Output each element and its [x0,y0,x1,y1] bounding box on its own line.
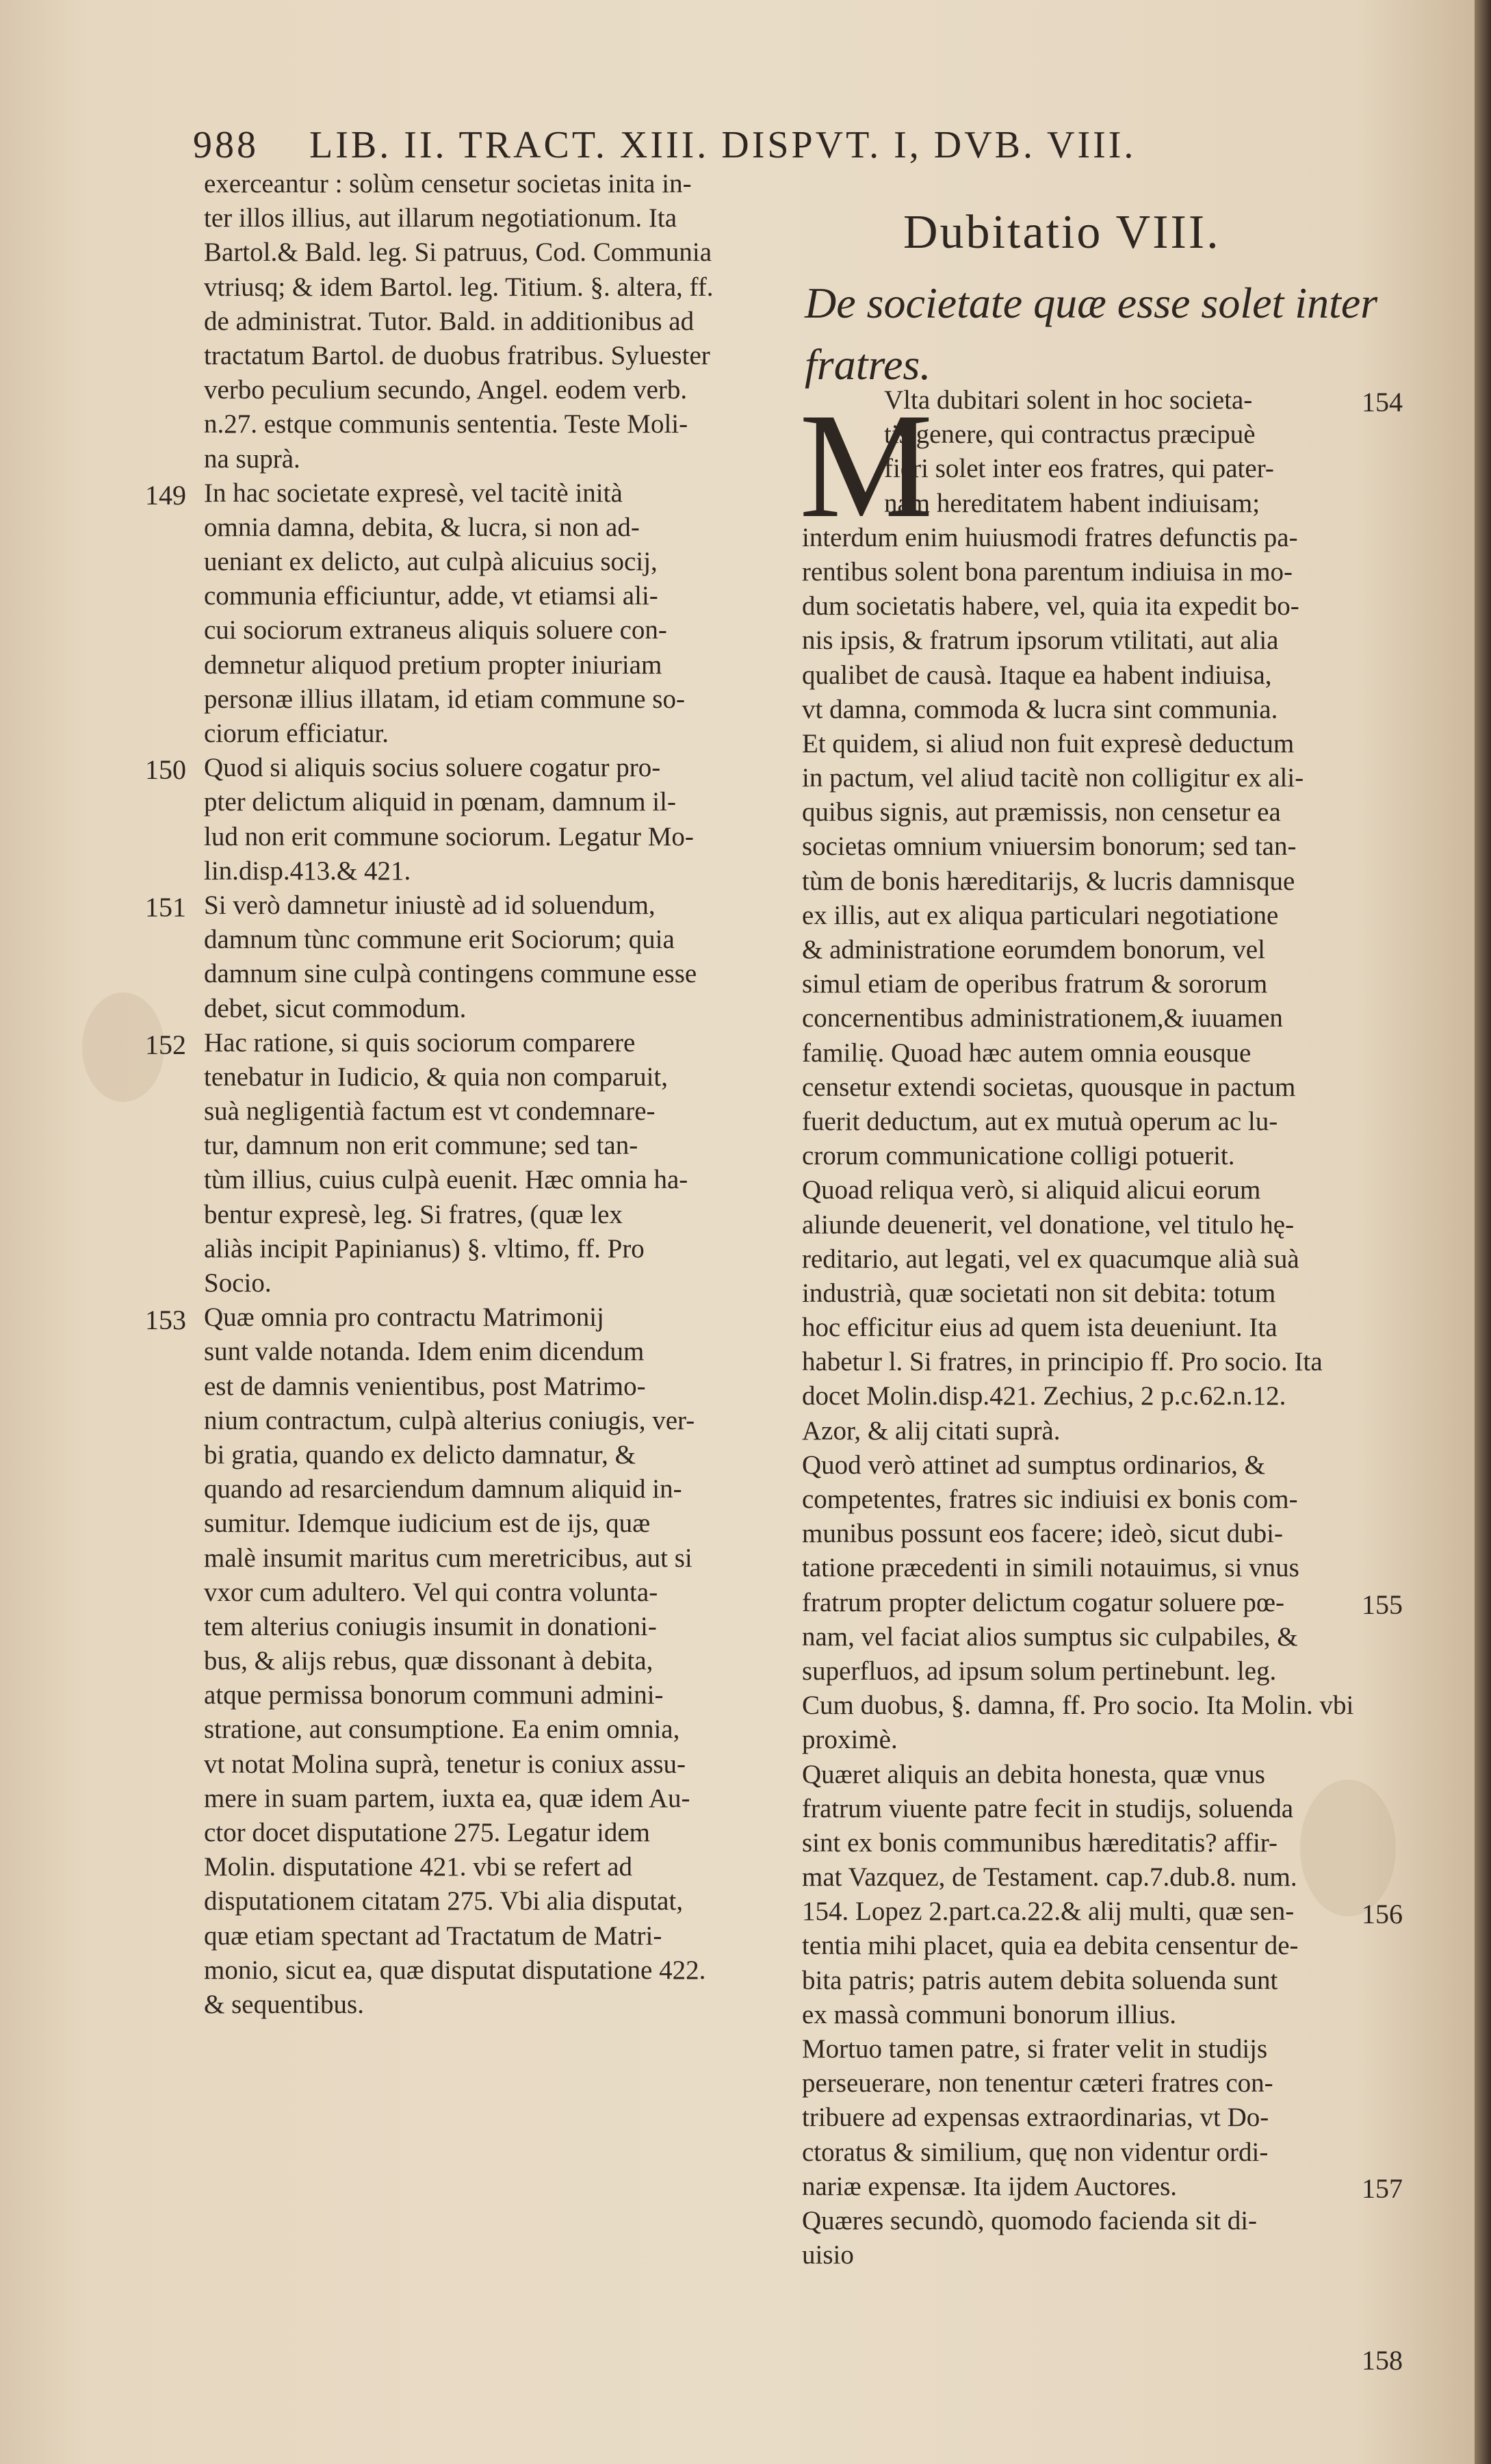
text-line: Quoad reliqua verò, si aliquid alicui eorum [802,1175,1261,1205]
text-line: censetur extendi societas, quousque in pactum [802,1072,1296,1102]
text-line: lin.disp.413.& 421. [204,856,411,886]
text-line: vt damna, commoda & lucra sint communia. [802,694,1278,724]
text-line: familię. Quoad hæc autem omnia eousque [802,1038,1252,1068]
text-line: fuerit deductum, aut ex mutuà operum ac lu- [802,1106,1278,1136]
margin-number: 150 [145,754,186,786]
margin-number: 152 [145,1029,186,1060]
text-line: qualibet de causà. Itaque ea habent indiuisa, [802,660,1272,690]
text-line: bus, & alijs rebus, quæ dissonant à debita, [204,1646,653,1676]
text-line: ex illis, aut ex aliqua particulari negotiatione [802,900,1279,930]
text-line: Si verò damnetur iniustè ad id soluendum, [204,890,656,920]
margin-number: 155 [1362,1589,1403,1620]
text-line: ter illos illius, aut illarum negotiationum. Ita [204,203,677,233]
text-line: 154. Lopez 2.part.ca.22.& alij multi, quæ sen- [802,1897,1295,1927]
text-line: Quæret aliquis an debita honesta, quæ vnus [802,1759,1265,1789]
text-line: mat Vazquez, de Testament. cap.7.dub.8. num. [802,1862,1297,1892]
text-line: cui sociorum extraneus aliquis soluere con- [204,615,667,645]
text-line: Bartol.& Bald. leg. Si patruus, Cod. Communia [204,238,712,268]
text-line: Mortuo tamen patre, si frater velit in studijs [802,2034,1268,2064]
text-line: industrià, quæ societati non sit debita: totum [802,1278,1276,1308]
text-line: Quæ omnia pro contractu Matrimonij [204,1302,604,1333]
text-line: stratione, aut consumptione. Ea enim omnia, [204,1715,680,1745]
text-line: sumitur. Idemque iudicium est de ijs, quæ [204,1509,651,1539]
text-line: n.27. estque communis sententia. Teste Moli- [204,409,688,439]
text-line: quæ etiam spectant ad Tractatum de Matri- [204,1921,662,1951]
text-line: suà negligentià factum est vt condemnare- [204,1096,656,1127]
text-line: malè insumit maritus cum meretricibus, aut si [204,1543,692,1573]
text-line: nis ipsis, & fratrum ipsorum vtilitati, aut alia [802,626,1279,656]
text-line: docet Molin.disp.421. Zechius, 2 p.c.62.n.12. [802,1381,1286,1411]
text-line: vxor cum adultero. Vel qui contra volunta- [204,1577,658,1607]
text-line: tem alterius coniugis insumit in donationi- [204,1611,657,1641]
text-line: Quæres secundò, quomodo facienda sit di- [802,2205,1258,2235]
text-line: crorum communicatione colligi potuerit. [802,1141,1235,1171]
text-line: de administrat. Tutor. Bald. in additionibus ad [204,306,695,336]
text-line: ciorum efficiatur. [204,719,389,748]
text-line: bita patris; patris autem debita soluenda sunt [802,1965,1278,1995]
text-line: concernentibus administrationem,& iuuamen [802,1003,1283,1034]
text-line: monio, sicut ea, quæ disputat disputatione 422. [204,1955,706,1985]
text-line: habetur l. Si fratres, in principio ff. Pro socio. Ita [802,1347,1323,1377]
text-line: tentia mihi placet, quia ea debita censentur de- [802,1931,1299,1961]
text-line: bi gratia, quando ex delicto damnatur, & [204,1439,636,1470]
margin-number: 153 [145,1304,186,1335]
text-line: tractatum Bartol. de duobus fratribus. Syluester [204,340,710,370]
text-line: interdum enim huiusmodi fratres defunctis pa- [802,522,1298,552]
text-line: vt notat Molina suprà, tenetur is coniux assu- [204,1749,686,1779]
text-line: Molin. disputatione 421. vbi se refert ad [204,1852,633,1882]
margin-number: 154 [1362,387,1403,418]
text-line: Et quidem, si aliud non fuit expresè deductum [802,728,1295,758]
text-line: omnia damna, debita, & lucra, si non ad- [204,512,640,542]
text-line: hoc efficitur eius ad quem ista deueniunt. Ita [802,1313,1278,1343]
text-line: uisio [802,2240,854,2270]
margin-number: 149 [145,479,186,511]
text-line: tùm de bonis hæreditarijs, & lucris damnisque [802,866,1295,896]
running-header [193,123,1219,171]
text-line: debet, sicut commodum. [204,993,467,1023]
text-line: mere in suam partem, iuxta ea, quæ idem Au- [204,1783,690,1813]
text-line: & sequentibus. [204,1989,364,2019]
text-line: aliàs incipit Papinianus) §. vltimo, ff. Pro [204,1233,645,1263]
text-line: tatione præcedenti in simili notauimus, si vnus [802,1553,1299,1583]
text-line: rentibus solent bona parentum indiuisa in mo- [802,556,1293,587]
text-line: superfluos, ad ipsum solum pertinebunt. leg. [802,1656,1277,1686]
text-line: demnetur aliquod pretium propter iniuriam [204,650,662,680]
text-line: tis genere, qui contractus præcipuè [884,420,1256,450]
drop-cap: M [799,382,933,549]
text-line: tribuere ad expensas extraordinarias, vt Do- [802,2103,1269,2133]
text-line: tenebatur in Iudicio, & quia non comparuit, [204,1062,668,1092]
text-line: exerceantur : solùm censetur societas inita in- [204,169,692,198]
text-line: ex massà communi bonorum illius. [802,1999,1177,2029]
text-line: societas omnium vniuersim bonorum; sed tan- [802,832,1297,862]
text-line: na suprà. [204,444,300,474]
text-line: munibus possunt eos facere; ideò, sicut dubi- [802,1519,1283,1549]
text-line: competentes, fratres sic indiuisi ex bonis com- [802,1485,1298,1514]
text-line: Socio. [204,1268,272,1298]
text-line: reditario, aut legati, vel ex quacumque alià suà [802,1244,1299,1274]
section-title: Dubitatio VIII. [903,206,1221,259]
margin-number: 156 [1362,1898,1403,1929]
text-line: atque permissa bonorum communi admini- [204,1680,664,1710]
text-line: Azor, & alij citati suprà. [802,1415,1061,1446]
text-line: fratrum viuente patre fecit in studijs, soluenda [802,1793,1294,1823]
text-line: Vlta dubitari solent in hoc societa- [884,385,1253,415]
text-line: damnum tùnc commune erit Sociorum; quia [204,925,675,955]
text-line: tur, damnum non erit commune; sed tan- [204,1131,638,1161]
margin-number: 157 [1362,2173,1403,2205]
text-line: vtriusq; & idem Bartol. leg. Titium. §. altera, ff. [204,272,714,302]
text-line: in pactum, vel aliud tacitè non colligitur ex ali- [802,763,1304,793]
text-line: nium contractum, culpà alterius coniugis, ver- [204,1405,695,1435]
text-line: fratrum propter delictum cogatur soluere pœ- [802,1587,1284,1617]
text-line: damnum sine culpà contingens commune esse [204,959,697,989]
right-column [802,383,1363,2272]
text-line: bentur expresè, leg. Si fratres, (quæ lex [204,1199,623,1229]
text-line: & administratione eorumdem bonorum, vel [802,935,1265,964]
margin-number: 151 [145,892,186,923]
text-line: Quod verò attinet ad sumptus ordinarios, & [802,1450,1265,1480]
text-line: nam, vel faciat alios sumptus sic culpabiles, & [802,1621,1298,1652]
text-line: disputationem citatam 275. Vbi alia disputat, [204,1886,684,1916]
text-line: fieri solet inter eos fratres, qui pater- [884,454,1274,484]
text-line: Cum duobus, §. damna, ff. Pro socio. Ita Molin. vbi [802,1691,1354,1721]
left-column [204,167,806,2022]
text-line: In hac societate expresè, vel tacitè inità [204,478,623,508]
text-line: verbo peculium secundo, Angel. eodem verb. [204,375,688,405]
text-line: aliunde deuenerit, vel donatione, vel titulo hę- [802,1209,1295,1240]
page-number: 988 [193,124,259,166]
text-line: ctoratus & similium, quę non videntur ordi- [802,2137,1269,2167]
text-line: est de damnis venientibus, post Matrimo- [204,1371,646,1401]
text-line: ctor docet disputatione 275. Legatur idem [204,1818,650,1847]
text-line: sint ex bonis communibus hæreditatis? affir- [802,1827,1278,1858]
text-line: ueniant ex delicto, aut culpà alicuius socij, [204,547,658,577]
text-line: Hac ratione, si quis sociorum comparere [204,1027,636,1057]
text-line: sunt valde notanda. Idem enim dicendum [204,1337,645,1367]
margin-number: 158 [1362,2345,1403,2376]
page-edge [1475,0,1491,2464]
text-line: nam hereditatem habent indiuisam; [884,488,1260,518]
text-line: tùm illius, cuius culpà euenit. Hæc omnia ha- [204,1165,688,1195]
text-line: communia efficiuntur, adde, vt etiamsi ali- [204,581,658,611]
opening-paragraph [802,383,1363,521]
text-line: pter delictum aliquid in pœnam, damnum il- [204,787,676,817]
running-head: LIB. II. TRACT. XIII. DISPVT. I, DVB. VIII. [309,124,1137,166]
text-line: perseuerare, non tenentur cæteri fratres con- [802,2068,1273,2099]
text-line: Quod si aliquis socius soluere cogatur pro- [204,753,661,783]
text-line: lud non erit commune sociorum. Legatur Mo- [204,821,694,851]
text-line: quibus signis, aut præmissis, non censetur ea [802,797,1281,827]
text-line: simul etiam de operibus fratrum & sororum [802,969,1268,999]
text-line: nariæ expensæ. Ita ijdem Auctores. [802,2171,1178,2201]
text-line: proximè. [802,1725,898,1755]
text-line: quando ad resarciendum damnum aliquid in- [204,1474,682,1504]
section-subtitle: De societate quæ esse solet inter fratres. [805,279,1378,389]
text-line: dum societatis habere, vel, quia ita expedit bo- [802,591,1299,621]
text-line: personæ illius illatam, id etiam commune so- [204,684,685,714]
